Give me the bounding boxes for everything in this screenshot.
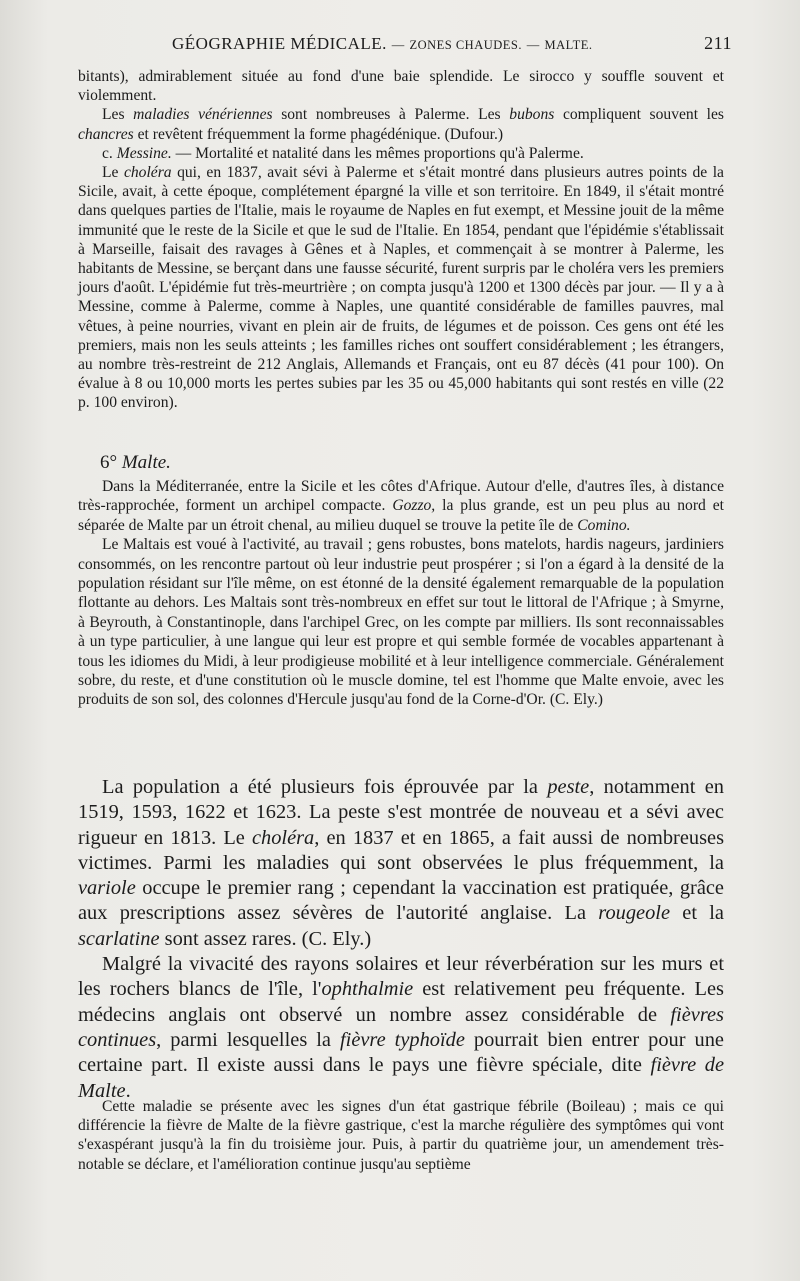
text-block-malte-pathology bbox=[78, 775, 724, 1104]
section-number: 6° bbox=[100, 452, 118, 473]
header-dash-1: — bbox=[391, 38, 405, 52]
paragraph-ophthalmie-fievres: Malgré la vivacité des rayons solaires et leur réverbération sur les murs et les rochers blancs de l'île, l'ophthalmie est relativement peu fréquente. Les médecins anglais ont observé un nombre assez considérable de fièvres continues, parmi lesquelles la fièvre typhoïde pourrait bien entrer pour une certaine part. Il existe aussi dans le pays une fièvre spéciale, dite fièvre de Malte. bbox=[78, 953, 724, 1102]
header-dash-2: — bbox=[526, 38, 540, 52]
paragraph-palerme-end: bitants), admirablement située au fond d'une baie splendide. Le sirocco y souffle souvent et violemment. bbox=[78, 68, 724, 105]
header-subsection: MALTE. bbox=[544, 38, 593, 52]
text-block-palerme-messine bbox=[78, 67, 724, 413]
section-heading-malte bbox=[100, 452, 171, 474]
text-block-fievre-de-malte bbox=[78, 1097, 724, 1174]
running-title bbox=[172, 34, 593, 54]
page-number: 211 bbox=[704, 33, 732, 53]
paragraph-fievre-description: Cette maladie se présente avec les signes d'un état gastrique fébrile (Boileau) ; mais ce qui différencie la fièvre de Malte de la fièvre gastrique, c'est la marche régulière des symptômes qui vont s'exaspérant jusqu'à la fin du troisième jour. Puis, à partir du quatrième jour, un amendement très-notable se déclare, et l'amélioration continue jusqu'au septième bbox=[78, 1098, 724, 1173]
section-title: Malte. bbox=[121, 452, 171, 473]
text-block-malte-description bbox=[78, 477, 724, 710]
paragraph-maltais: Le Maltais est voué à l'activité, au travail ; gens robustes, bons matelots, hardis nageurs, jardiniers consommés, on les rencontre partout où leur industrie peut prospérer ; si l'on a égard à la densité de la population résidant sur l'île même, on est étonné de la densité également remarquable de la population flottante au dehors. Les Maltais sont très-nombreux en effet sur tout le littoral de l'Afrique ; à Smyrne, à Beyrouth, à Constantinople, dans l'archipel Grec, on les compte par milliers. Ils sont reconnaissables à un type particulier, à une langue qui leur est propre et qui semble formée de vocables appartenant à tous les idiomes du Midi, à leur prodigieuse mobilité et à leur intelligence commerciale. Généralement sobre, du reste, et d'une constitution où le muscle domine, tel est l'homme que Malte envoie, avec les produits de son sol, des colonnes d'Hercule jusqu'au fond de la Corne-d'Or. (C. Ely.) bbox=[78, 536, 724, 709]
paragraph-cholera-messine: Le choléra qui, en 1837, avait sévi à Palerme et s'était montré dans plusieurs autres points de la Sicile, avait, à cette époque, complétement épargné la ville et son territoire. En 1849, il s'était montré dans quelques parties de l'Italie, mais le royaume de Naples en fut exempt, et Messine jouit de la même immunité que le reste de la Sicile et que le sud de l'Italie. En 1854, pendant que l'épidémie s'établissait à Marseille, faisait des ravages à Gênes et à Naples, et commençait à se montrer à Palerme, les habitants de Messine, se berçant dans une fausse sécurité, furent surpris par le choléra vers les premiers jours d'août. L'épidémie fut très-meurtrière ; on compta jusqu'à 1200 et 1300 décès par jour. — Il y a à Messine, comme à Palerme, comme à Naples, une quantité considérable de familles pauvres, mal vêtues, à peine nourries, vivant en plein air de fruits, de légumes et de poisson. Ces gens ont été les premiers, mais non les seuls atteints ; les familles riches ont souffert considérablement ; les étrangers, au nombre très-restreint de 212 Anglais, Allemands et Français, ont eu 87 décès (41 pour 100). On évalue à 8 ou 10,000 morts les pertes subies par les 35 ou 45,000 habitants qui sont restés en ville (22 p. 100 environ). bbox=[78, 164, 724, 412]
running-header bbox=[78, 34, 732, 56]
paragraph-maladies-veneriennes: Les maladies vénériennes sont nombreuses à Palerme. Les bubons compliquent souvent les chancres et revêtent fréquemment la forme phagédénique. (Dufour.) bbox=[78, 106, 725, 143]
header-section: ZONES CHAUDES. bbox=[409, 38, 522, 52]
header-title: GÉOGRAPHIE MÉDICALE. bbox=[172, 34, 387, 53]
paragraph-messine: c. Messine. — Mortalité et natalité dans les mêmes proportions qu'à Palerme. bbox=[102, 144, 584, 162]
paragraph-geography: Dans la Méditerranée, entre la Sicile et les côtes d'Afrique. Autour d'elle, d'autres îles, à distance très-rapprochée, forment un archipel compacte. Gozzo, la plus grande, est un peu plus au nord et séparée de Malte par un étroit chenal, au milieu duquel se trouve la petite île de Comino. bbox=[78, 478, 725, 534]
paragraph-epidemics: La population a été plusieurs fois éprouvée par la peste, notamment en 1519, 1593, 1622 et 1623. La peste s'est montrée de nouveau et a sévi avec rigueur en 1813. Le choléra, en 1837 et en 1865, a fait aussi de nombreuses victimes. Parmi les maladies qui sont observées le plus fréquemment, la variole occupe le premier rang ; cependant la vaccination est pratiquée, grâce aux prescriptions assez sévères de l'autorité anglaise. La rougeole et la scarlatine sont assez rares. (C. Ely.) bbox=[78, 776, 725, 950]
